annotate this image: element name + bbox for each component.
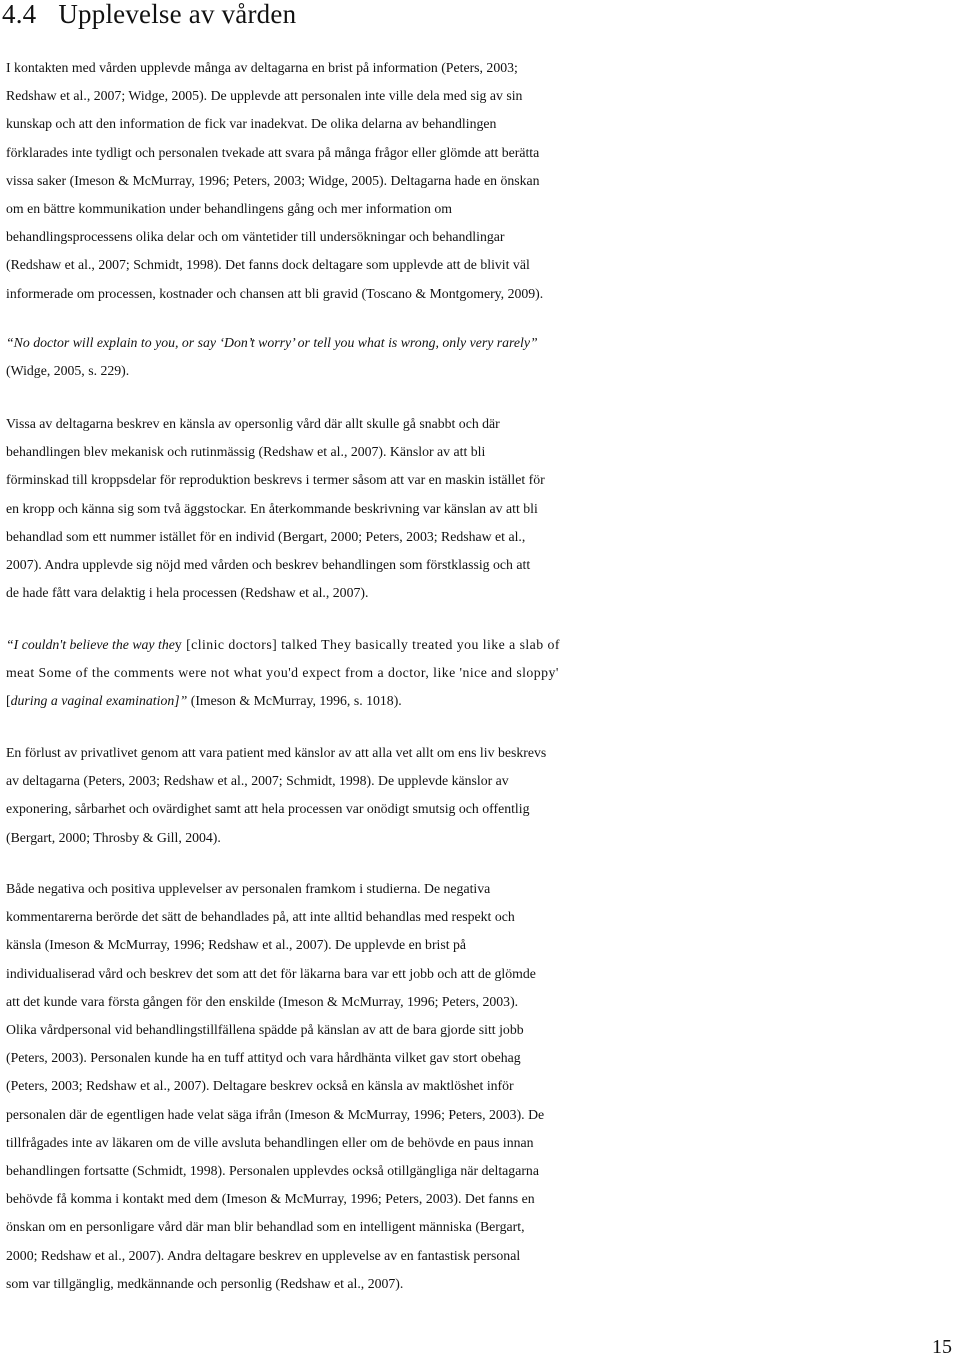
quote-text-italic: “I couldn't believe the way the (6, 637, 175, 652)
text-line: att det kunde vara första gången för den enskilde (Imeson & McMurray, 1996; Peters, 2003). (6, 993, 519, 1009)
page-number: 15 (932, 1336, 952, 1358)
text-line: behövde få komma i kontakt med dem (Imeson & McMurray, 1996; Peters, 2003). Det fanns en (6, 1191, 535, 1207)
quote-text: “No doctor will explain to you, or say ‘Don’t worry’ or tell you what is wrong, only very rarely” (6, 335, 538, 350)
quote-line (6, 631, 954, 659)
text-line: kunskap och att den information de fick var inadekvat. De olika delarna av behandlingen (6, 116, 497, 132)
text-line: behandlingen fortsatte (Schmidt, 1998). Personalen upplevdes också otillgängliga när deltagarna (6, 1163, 539, 1179)
quote-citation: (Widge, 2005, s. 229). (6, 363, 130, 379)
text-line: kommentarerna berörde det sätt de behandlades på, att inte alltid behandlas med respekt och (6, 909, 515, 925)
paragraph-staff-experiences (6, 875, 954, 1298)
text-line: Olika vårdpersonal vid behandlingstillfällena spädde på känslan av att de bara gjorde sitt jobb (6, 1022, 524, 1038)
paragraph-privacy (6, 739, 954, 852)
text-line: informerade om processen, kostnader och chansen att bli gravid (Toscano & Montgomery, 2009). (6, 285, 544, 301)
paragraph-impersonal-care (6, 410, 954, 607)
text-line: Vissa av deltagarna beskrev en känsla av opersonlig vård där allt skulle gå snabbt och där (6, 416, 500, 431)
text-line: Redshaw et al., 2007; Widge, 2005). De upplevde att personalen inte ville dela med sig av sin (6, 88, 523, 104)
text-line: önskan om en personligare vård där man blir behandlad som en intelligent människa (Bergart, (6, 1219, 525, 1235)
block-quote-imeson (6, 631, 954, 716)
text-line: behandlingsprocessens olika delar och om väntetider till undersökningar och behandlingar (6, 229, 505, 245)
text-line: individualiserad vård och beskrev det som att det för läkarna bara var ett jobb och att de glömde (6, 965, 536, 981)
text-line: behandlad som ett nummer istället för en individ (Bergart, 2000; Peters, 2003; Redshaw et al., (6, 528, 526, 544)
text-line: förklarades inte tydligt och personalen tvekade att svara på många frågor eller glömde att berätta (6, 144, 540, 160)
quote-text: meat Some of the comments were not what you'd expect from a doctor, like 'nice and sloppy' (6, 665, 559, 681)
section-title: Upplevelse av vården (58, 0, 297, 29)
text-line: (Peters, 2003; Redshaw et al., 2007). Deltagare beskrev också en känsla av maktlöshet inför (6, 1078, 514, 1094)
text-line: 2000; Redshaw et al., 2007). Andra deltagare beskrev en upplevelse av en fantastisk personal (6, 1247, 521, 1263)
text-line: (Bergart, 2000; Throsby & Gill, 2004). (6, 829, 221, 845)
text-line: en kropp och känna sig som två äggstockar. En återkommande beskrivning var känslan av att bli (6, 500, 538, 516)
text-line: I kontakten med vården upplevde många av deltagarna en brist på information (Peters, 2003; (6, 60, 518, 75)
quote-line (6, 687, 954, 715)
section-number: 4.4 (2, 0, 37, 29)
text-line: behandlingen blev mekanisk och rutinmässig (Redshaw et al., 2007). Känslor av att bli (6, 444, 486, 460)
text-line: som var tillgänglig, medkännande och personlig (Redshaw et al., 2007). (6, 1275, 404, 1291)
quote-citation: (Imeson & McMurray, 1996, s. 1018). (187, 693, 402, 709)
paragraph-information (6, 54, 954, 308)
text-line: personalen där de egentligen hade velat säga ifrån (Imeson & McMurray, 1996; Peters, 2003). De (6, 1106, 545, 1122)
text-line: (Redshaw et al., 2007; Schmidt, 1998). Det fanns dock deltagare som upplevde att de blivit väl (6, 257, 530, 273)
text-line: de hade fått vara delaktig i hela processen (Redshaw et al., 2007). (6, 585, 369, 601)
text-line: En förlust av privatlivet genom att vara patient med känslor av att alla vet allt om ens liv beskrevs (6, 745, 547, 760)
text-line: om en bättre kommunikation under behandlingens gång och mer information om (6, 201, 452, 217)
section-heading (2, 0, 296, 30)
text-line: Både negativa och positiva upplevelser av personalen framkom i studierna. De negativa (6, 881, 491, 896)
text-line: känsla (Imeson & McMurray, 1996; Redshaw et al., 2007). De upplevde en brist på (6, 937, 467, 953)
quote-text: y [clinic doctors] talked They basically treated you like a slab of (174, 637, 560, 652)
text-line: vissa saker (Imeson & McMurray, 1996; Peters, 2003; Widge, 2005). Deltagarna hade en önskan (6, 172, 540, 188)
text-line: av deltagarna (Peters, 2003; Redshaw et al., 2007; Schmidt, 1998). De upplevde känslor av (6, 773, 509, 789)
text-line: (Peters, 2003). Personalen kunde ha en tuff attityd och vara hårdhänta vilket gav stort obehag (6, 1050, 521, 1066)
text-line: 2007). Andra upplevde sig nöjd med vården och beskrev behandlingen som förstklassig och att (6, 557, 531, 573)
text-line: tillfrågades inte av läkaren om de ville avsluta behandlingen eller om de behövde en paus innan (6, 1134, 534, 1150)
text-line: förminskad till kroppsdelar för reproduktion beskrevs i termer såsom att var en maskin istället för (6, 472, 545, 488)
text-line: exponering, sårbarhet och ovärdighet samt att hela processen var onödigt smutsig och offentlig (6, 801, 530, 817)
quote-text-italic: during a vaginal examination]” (10, 693, 188, 709)
quote-bracket: [ (6, 693, 11, 709)
block-quote-widge (6, 329, 954, 385)
